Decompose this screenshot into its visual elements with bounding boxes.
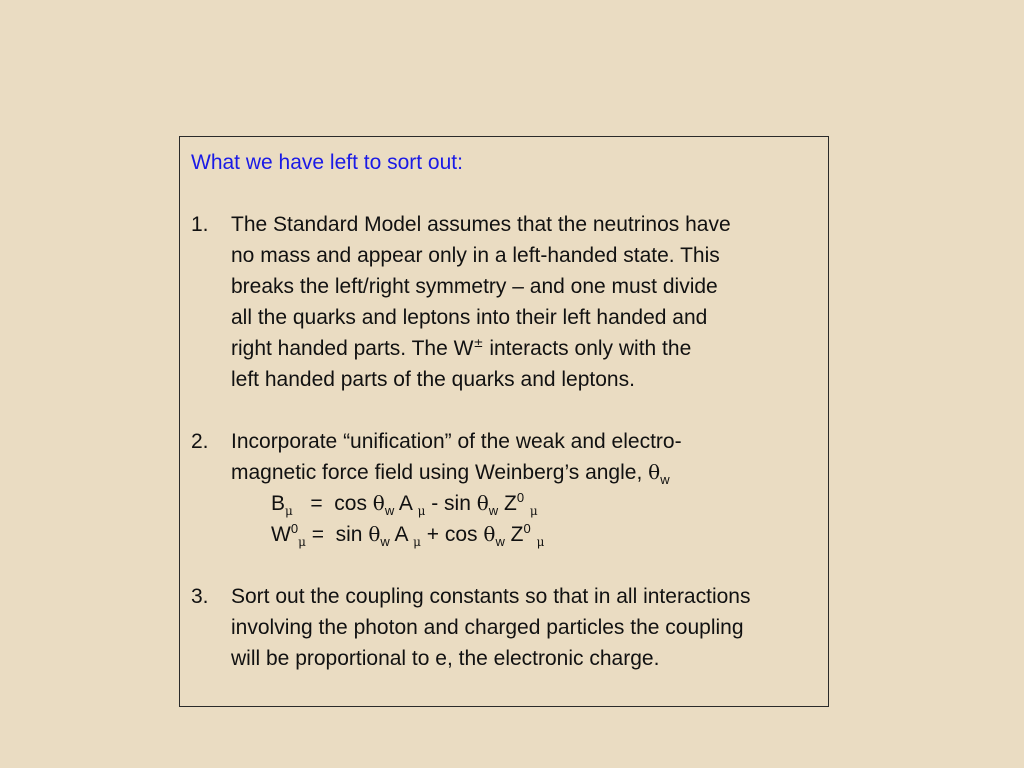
heading: What we have left to sort out:: [191, 151, 463, 174]
theta-symbol: θ: [648, 460, 661, 484]
text-fragment: magnetic force field using Weinberg’s angle,: [231, 461, 649, 484]
theta-symbol: θ: [476, 491, 489, 515]
w-subscript: w: [495, 534, 505, 550]
text-fragment: right handed parts. The W: [231, 337, 474, 360]
item-number: 3.: [191, 585, 209, 608]
text-fragment: A: [394, 492, 418, 515]
text-fragment: interacts only with the: [483, 337, 692, 360]
list-item-2: [191, 426, 821, 550]
mu-subscript: μ: [536, 535, 545, 550]
text-fragment: Z: [498, 492, 517, 515]
equation-b-mu: [191, 488, 821, 519]
text-fragment: A: [389, 523, 414, 546]
item-text-line: involving the photon and charged particles the coupling: [231, 616, 744, 639]
mu-subscript: μ: [285, 504, 293, 519]
plus-minus-superscript: ±: [473, 336, 484, 350]
text-fragment: + cos: [420, 523, 484, 546]
mu-subscript: μ: [413, 535, 421, 550]
item-text-line: left handed parts of the quarks and leptons.: [231, 368, 635, 391]
list-item-3: [191, 581, 821, 674]
text-fragment: - sin: [425, 492, 477, 515]
text-fragment: = sin: [305, 523, 369, 546]
theta-symbol: θ: [368, 522, 381, 546]
theta-symbol: θ: [372, 491, 385, 515]
equation-w0-mu: [191, 519, 821, 550]
content: [191, 147, 821, 674]
item-text-line: no mass and appear only in a left-handed state. This: [231, 244, 720, 267]
text-fragment: Z: [504, 523, 524, 546]
item-number: 1.: [191, 213, 209, 236]
item-text-line: [191, 333, 821, 364]
text-fragment: W: [271, 523, 291, 546]
w-subscript: w: [488, 503, 499, 519]
mu-subscript: μ: [529, 504, 538, 519]
text-fragment: B: [271, 492, 286, 515]
mu-subscript: μ: [417, 504, 426, 519]
zero-superscript: 0: [290, 521, 299, 536]
item-text-line: will be proportional to e, the electronic charge.: [231, 647, 660, 670]
item-text-line: The Standard Model assumes that the neutrinos have: [231, 213, 731, 236]
item-text-line: breaks the left/right symmetry – and one must divide: [231, 275, 718, 298]
list-item-1: [191, 209, 821, 395]
w-subscript: w: [380, 534, 390, 550]
item-text-line: Incorporate “unification” of the weak and electro-: [231, 430, 682, 453]
item-text-line: all the quarks and leptons into their left handed and: [231, 306, 708, 329]
item-text-line: Sort out the coupling constants so that in all interactions: [231, 585, 751, 608]
zero-superscript: 0: [523, 521, 531, 536]
w-subscript: w: [660, 472, 670, 488]
item-number: 2.: [191, 430, 209, 453]
content-box: [179, 136, 829, 707]
w-subscript: w: [384, 503, 395, 519]
mu-subscript: μ: [298, 535, 306, 550]
theta-symbol: θ: [483, 522, 496, 546]
zero-superscript: 0: [516, 490, 525, 505]
text-fragment: = cos: [292, 492, 373, 515]
item-text-line: [191, 457, 821, 488]
